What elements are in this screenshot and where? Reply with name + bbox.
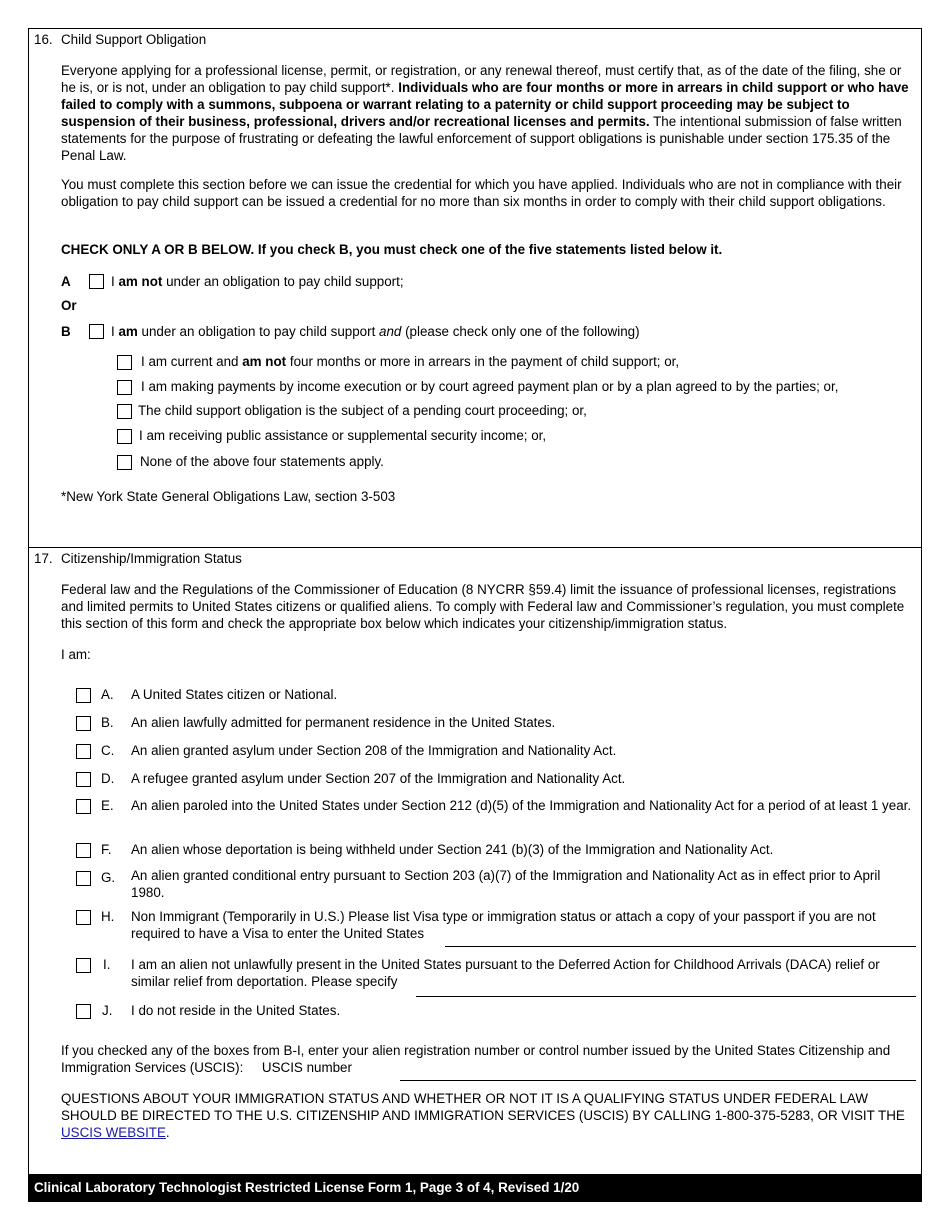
section-16-title: Child Support Obligation <box>61 32 207 47</box>
status-c-letter: C. <box>101 743 115 758</box>
status-e-text: An alien paroled into the United States under Section 212 (d)(5) of the Immigration and Nationality Act for a period of at least 1 year. <box>131 798 912 813</box>
status-j-text: I do not reside in the United States. <box>131 1003 341 1018</box>
status-h-text: Non Immigrant (Temporarily in U.S.) Please list Visa type or immigration status or attach a copy of your passport if you are not required to have a Visa to enter the United States <box>131 909 876 941</box>
status-a-letter: A. <box>101 687 114 702</box>
section-16-instruction: CHECK ONLY A OR B BELOW. If you check B, you must check one of the five statements listed below it. <box>61 242 723 257</box>
form-footer: Clinical Laboratory Technologist Restricted License Form 1, Page 3 of 4, Revised 1/20 <box>28 1174 922 1202</box>
option-a-checkbox[interactable] <box>89 274 104 289</box>
uscis-website-link[interactable]: USCIS WEBSITE <box>61 1125 166 1140</box>
status-i-checkbox[interactable] <box>76 958 91 973</box>
uscis-number-input-line[interactable] <box>400 1080 916 1081</box>
questions-notice: QUESTIONS ABOUT YOUR IMMIGRATION STATUS AND WHETHER OR NOT IT IS A QUALIFYING STATUS UNDER FEDERAL LAW SHOULD BE DIRECTED TO THE U.S. CITIZENSHIP AND IMMIGRATION SERVICES (USCIS) BY CALLING 1-800-375-5283, OR VISIT THE USCIS WEBSITE. <box>61 1091 905 1140</box>
status-f-letter: F. <box>101 842 112 857</box>
uscis-instruction: If you checked any of the boxes from B-I, enter your alien registration number or control number issued by the United States Citizenship and Immigration Services (USCIS): USCIS number <box>61 1043 891 1075</box>
sub-option-3-checkbox[interactable] <box>117 404 132 419</box>
section-16-number: 16. <box>34 32 53 47</box>
status-a-text: A United States citizen or National. <box>131 687 338 702</box>
status-g-letter: G. <box>101 870 116 885</box>
status-e-checkbox[interactable] <box>76 799 91 814</box>
section-17-title: Citizenship/Immigration Status <box>61 551 242 566</box>
sub-option-5-label: None of the above four statements apply. <box>140 454 384 469</box>
status-i-letter: I. <box>103 957 111 972</box>
status-d-checkbox[interactable] <box>76 772 91 787</box>
status-i-text: I am an alien not unlawfully present in the United States pursuant to the Deferred Action for Childhood Arrivals (DACA) relief or similar relief from deportation. Please specify <box>131 957 880 989</box>
sub-option-5-checkbox[interactable] <box>117 455 132 470</box>
status-j-letter: J. <box>102 1003 113 1018</box>
status-a-checkbox[interactable] <box>76 688 91 703</box>
status-h-input-line[interactable] <box>445 946 916 947</box>
uscis-number-label: USCIS number <box>261 1060 352 1075</box>
sub-option-1-label: I am current and am not four months or more in arrears in the payment of child support; or, <box>141 354 680 369</box>
section-divider <box>28 547 922 548</box>
i-am-label: I am: <box>61 647 91 662</box>
status-h-checkbox[interactable] <box>76 910 91 925</box>
status-i-input-line[interactable] <box>416 996 916 997</box>
status-f-checkbox[interactable] <box>76 843 91 858</box>
option-a-letter: A <box>61 274 71 289</box>
or-label: Or <box>61 298 77 313</box>
status-b-text: An alien lawfully admitted for permanent residence in the United States. <box>131 715 556 730</box>
status-d-letter: D. <box>101 771 115 786</box>
sub-option-4-label: I am receiving public assistance or supplemental security income; or, <box>139 428 547 443</box>
status-d-text: A refugee granted asylum under Section 207 of the Immigration and Nationality Act. <box>131 771 626 786</box>
status-c-checkbox[interactable] <box>76 744 91 759</box>
section-16-paragraph-2: You must complete this section before we can issue the credential for which you have applied. Individuals who are not in compliance with their obligation to pay child support can be issued a credential for no more than six months in order to comply with their child support obligations. <box>61 177 902 209</box>
sub-option-2-label: I am making payments by income execution or by court agreed payment plan or by a plan agreed to by the parties; or, <box>141 379 839 394</box>
option-b-label: I am under an obligation to pay child support and (please check only one of the following) <box>111 324 640 339</box>
status-g-text: An alien granted conditional entry pursuant to Section 203 (a)(7) of the Immigration and Nationality Act as in effect prior to April 1980. <box>131 868 881 900</box>
option-a-label: I am not under an obligation to pay child support; <box>111 274 404 289</box>
status-h-letter: H. <box>101 909 115 924</box>
sub-option-1-checkbox[interactable] <box>117 355 132 370</box>
status-e-letter: E. <box>101 798 114 813</box>
status-g-checkbox[interactable] <box>76 871 91 886</box>
status-c-text: An alien granted asylum under Section 208 of the Immigration and Nationality Act. <box>131 743 617 758</box>
section-16-footnote: *New York State General Obligations Law, section 3-503 <box>61 489 396 504</box>
status-f-text: An alien whose deportation is being withheld under Section 241 (b)(3) of the Immigration and Nationality Act. <box>131 842 774 857</box>
status-j-checkbox[interactable] <box>76 1004 91 1019</box>
option-b-letter: B <box>61 324 71 339</box>
section-16-paragraph-1: Everyone applying for a professional license, permit, or registration, or any renewal thereof, must certify that, as of the date of the filing, she or he is, or is not, under an obligation to pay child support*. Individuals who are four months or more in arrears in child support or who have failed to comply with a summons, subpoena or warrant relating to a paternity or child support proceeding may be subject to suspension of their business, professional, drivers and/or recreational licenses and permits. The intentional submission of false written statements for the purpose of frustrating or defeating the lawful enforcement of support obligations is punishable under section 175.35 of the Penal Law. <box>61 63 909 163</box>
option-b-checkbox[interactable] <box>89 324 104 339</box>
section-17-intro: Federal law and the Regulations of the Commissioner of Education (8 NYCRR §59.4) limit the issuance of professional licenses, registrations and limited permits to United States citizens or qualified aliens. To comply with Federal law and Commissioner’s regulation, you must complete this section of this form and check the appropriate box below which indicates your citizenship/immigration status. <box>61 582 905 631</box>
sub-option-3-label: The child support obligation is the subject of a pending court proceeding; or, <box>138 403 587 418</box>
status-b-letter: B. <box>101 715 114 730</box>
section-17-number: 17. <box>34 551 53 566</box>
status-b-checkbox[interactable] <box>76 716 91 731</box>
sub-option-2-checkbox[interactable] <box>117 380 132 395</box>
sub-option-4-checkbox[interactable] <box>117 429 132 444</box>
